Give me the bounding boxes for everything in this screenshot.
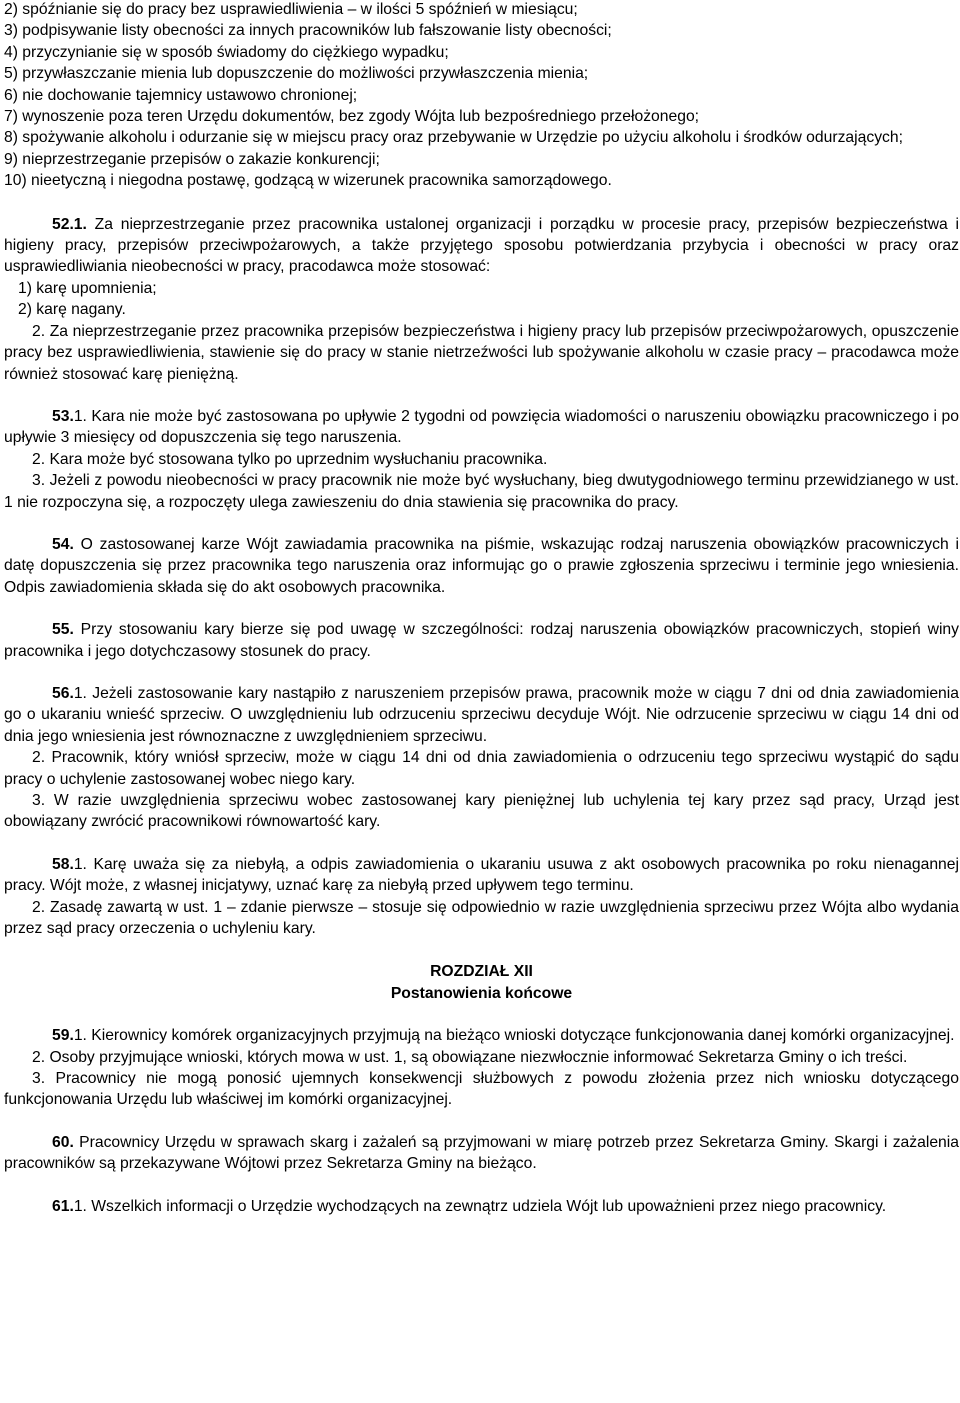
list-item: 2) spóźnianie się do pracy bez usprawiedliwienia – w ilości 5 spóźnień w miesiącu; [4, 1, 578, 18]
paragraph-text: 2. Zasadę zawartą w ust. 1 – zdanie pierwsze – stosuje się odpowiednio w razie uwzględnienia sprzeciwu przez Wójta albo wydania przez sąd pracy orzeczenia o uchyleniu kary. [4, 898, 959, 938]
paragraph-text: 1. Wszelkich informacji o Urzędzie wychodzących na zewnątrz udziela Wójt lub upoważnieni przez niego pracownicy. [73, 1197, 887, 1215]
section-53 [4, 406, 959, 513]
section-number: 53. [52, 407, 74, 425]
document-page [4, 0, 959, 1217]
paragraph-text: 1. Kierownicy komórek organizacyjnych przyjmują na bieżąco wnioski dotyczące funkcjonowania danej komórki organizacyjnej. [73, 1027, 955, 1045]
section-number: 52.1. [52, 215, 87, 233]
paragraph-text: 3. Jeżeli z powodu nieobecności w pracy pracownik nie może być wysłuchany, bieg dwutygodniowego terminu przewidzianego w ust. 1 nie rozpoczyna się, a rozpoczęty ulega zawieszeniu do dnia stawienia się pracownika do pracy. [4, 472, 959, 511]
list-item: 3) podpisywanie listy obecności za innych pracowników lub fałszowanie listy obecności; [4, 22, 612, 40]
chapter-subtitle: Postanowienia końcowe [390, 984, 573, 1002]
section-number: 56. [52, 684, 74, 702]
paragraph-text: 1. Jeżeli zastosowanie kary nastąpiło z naruszeniem przepisów prawa, pracownik może w ciągu 7 dni od dnia zawiadomienia go o ukaraniu wnieść sprzeciw. O uwzględnieniu lub odrzuceniu sprzeciwu decyduje Wójt. Nie odrzucenie sprzeciwu w ciągu 14 dni od dnia jego wniesienia jest równoznaczne z uwzględnieniem sprzeciwu. [4, 684, 959, 745]
paragraph-text: 1. Karę uważa się za niebyłą, a odpis zawiadomienia o ukaraniu usuwa z akt osobowych pracownika po roku nienagannej pracy. Wójt może, z własnej inicjatywy, uznać karę za niebyłą przed upływem tego terminu. [4, 855, 959, 895]
list-item: 10) nieetyczną i niegodna postawę, godzącą w wizerunek pracownika samorządowego. [4, 172, 612, 190]
chapter-title: ROZDZIAŁ XII [430, 963, 533, 981]
list-item: 1) karę upomnienia; [18, 279, 157, 297]
section-number: 58. [52, 855, 74, 873]
paragraph-text: 2. Pracownik, który wniósł sprzeciw, może w ciągu 14 dni od dnia zawiadomienia o odrzuceniu tego sprzeciwu wystąpić do sądu pracy o uchylenie zastosowanej wobec niego kary. [4, 749, 959, 788]
offences-list [4, 0, 959, 192]
section-number: 60. [52, 1133, 74, 1151]
list-item: 2) karę nagany. [18, 301, 126, 319]
section-number: 59. [52, 1027, 74, 1045]
section-55 [4, 619, 959, 662]
paragraph-text: Pracownicy Urzędu w sprawach skarg i zażaleń są przyjmowani w miarę potrzeb przez Sekretarza Gminy. Skargi i zażalenia pracowników są przekazywane Wójtowi przez Sekretarza Gminy na bieżąco. [4, 1133, 959, 1173]
list-item: 5) przywłaszczanie mienia lub dopuszczenie do możliwości przywłaszczenia mienia; [4, 65, 589, 83]
chapter-heading [4, 961, 959, 1004]
section-number: 55. [52, 621, 74, 639]
section-54 [4, 534, 959, 598]
section-number: 61. [52, 1197, 74, 1215]
section-58 [4, 854, 959, 940]
list-item: 8) spożywanie alkoholu i odurzanie się w miejscu pracy oraz przebywanie w Urzędzie po użyciu alkoholu i środków odurzających; [4, 129, 903, 147]
paragraph-text: Za nieprzestrzeganie przez pracownika ustalonej organizacji i porządku w procesie pracy, przepisów bezpieczeństwa i higieny pracy, przepisów przeciwpożarowych, a także przyjętego sposobu potwierdzania przybycia i obecności w pracy oraz usprawiedliwiania nieobecności w pracy, pracodawca może stosować: [4, 215, 959, 276]
paragraph-text: 2. Kara może być stosowana tylko po uprzednim wysłuchaniu pracownika. [32, 450, 548, 468]
paragraph-text: 2. Za nieprzestrzeganie przez pracownika przepisów bezpieczeństwa i higieny pracy lub przepisów przeciwpożarowych, opuszczenie pracy bez usprawiedliwienia, stawienie się do pracy w stanie nietrzeźwości lub spożywanie alkoholu w czasie pracy – pracodawca może również stosować karę pieniężną. [4, 322, 959, 383]
list-item: 6) nie dochowanie tajemnicy ustawowo chronionej; [4, 86, 358, 104]
paragraph-text: Przy stosowaniu kary bierze się pod uwagę w szczególności: rodzaj naruszenia obowiązków pracowniczych, stopień winy pracownika i jego dotychczasowy stosunek do pracy. [4, 621, 959, 660]
paragraph-text: 3. W razie uwzględnienia sprzeciwu wobec zastosowanej kary pieniężnej lub uchylenia tej kary przez sąd pracy, Urząd jest obowiązany zwrócić pracownikowi równowartość kary. [4, 792, 959, 831]
paragraph-text: 2. Osoby przyjmujące wnioski, których mowa w ust. 1, są obowiązane niezwłocznie informować Sekretarza Gminy o ich treści. [32, 1048, 908, 1066]
section-56 [4, 683, 959, 833]
list-item: 9) nieprzestrzeganie przepisów o zakazie konkurencji; [4, 150, 380, 168]
section-60 [4, 1132, 959, 1175]
section-52 [4, 214, 959, 385]
paragraph-text: O zastosowanej karze Wójt zawiadamia pracownika na piśmie, wskazując rodzaj naruszenia obowiązków pracowniczych i datę dopuszczenia się przez pracownika tego naruszenia oraz informując go o prawie zgłoszenia sprzeciwu i terminie jego wniesienia. Odpis zawiadomienia składa się do akt osobowych pracownika. [4, 535, 959, 596]
list-item: 4) przyczynianie się w sposób świadomy do ciężkiego wypadku; [4, 43, 449, 61]
section-59 [4, 1025, 959, 1111]
paragraph-text: 3. Pracownicy nie mogą ponosić ujemnych konsekwencji służbowych z powodu złożenia przez nich wniosku dotyczącego funkcjonowania Urzędu lub właściwej im komórki organizacyjnej. [4, 1070, 959, 1109]
paragraph-text: 1. Kara nie może być zastosowana po upływie 2 tygodni od powzięcia wiadomości o naruszeniu obowiązku pracowniczego i po upływie 3 miesięcy od dopuszczenia się tego naruszenia. [4, 407, 959, 447]
section-61 [4, 1196, 959, 1217]
section-number: 54. [52, 535, 74, 553]
list-item: 7) wynoszenie poza teren Urzędu dokumentów, bez zgody Wójta lub bezpośredniego przełożonego; [4, 108, 700, 126]
